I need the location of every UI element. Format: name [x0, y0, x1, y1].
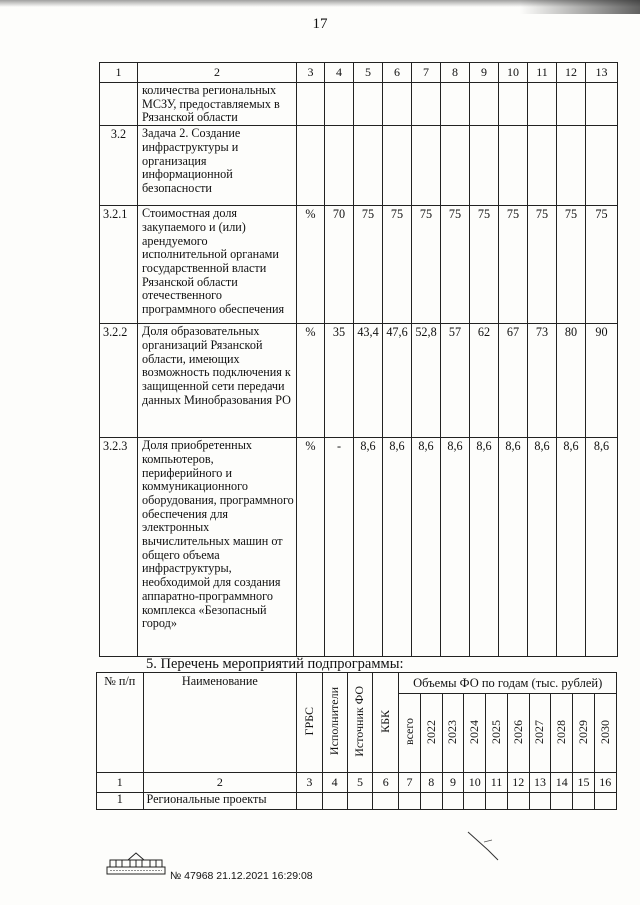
- value-cell: 73: [528, 324, 557, 438]
- col-num: 6: [383, 63, 412, 83]
- row-unit: [297, 83, 325, 126]
- col-num: 15: [573, 773, 594, 793]
- pen-mark-icon: [462, 826, 512, 866]
- value-cell: [441, 126, 470, 206]
- col-num: 12: [557, 63, 586, 83]
- value-cell: 75: [441, 206, 470, 324]
- value-cell: 57: [441, 324, 470, 438]
- value-cell: 75: [412, 206, 441, 324]
- col-num: 5: [347, 773, 372, 793]
- col-num: 13: [586, 63, 618, 83]
- row-unit: %: [297, 324, 325, 438]
- row-unit: [297, 126, 325, 206]
- col-num: 4: [325, 63, 354, 83]
- row-name: Задача 2. Создание инфраструктуры и организация информационной безопасности: [138, 126, 297, 206]
- col-num: 3: [297, 773, 322, 793]
- value-cell: [354, 126, 383, 206]
- value-cell: 8,6: [557, 438, 586, 657]
- col-num: 8: [420, 773, 442, 793]
- value-cell: 8,6: [354, 438, 383, 657]
- row-code: 3.2.3: [100, 438, 138, 657]
- header-kbk: КБК: [373, 673, 399, 773]
- col-num: 4: [322, 773, 347, 793]
- header-executors: Исполнители: [322, 673, 347, 773]
- col-num: 7: [412, 63, 441, 83]
- table-row: [97, 793, 617, 810]
- header-year: 2022: [420, 694, 442, 773]
- col-num: 9: [442, 773, 463, 793]
- header-fo-source: Источник ФО: [347, 673, 372, 773]
- value-cell: 8,6: [586, 438, 618, 657]
- value-cell: 75: [499, 206, 528, 324]
- col-num: 12: [507, 773, 529, 793]
- col-num: 8: [441, 63, 470, 83]
- row-name: Доля приобретенных компьютеров, периферийного и коммуникационного оборудования, программного обеспечения для электронных вычислительных машин от общего объема инфраструктуры, необходимой для создания аппаратно-программного комплекса «Безопасный город»: [138, 438, 297, 657]
- col-num: 7: [399, 773, 420, 793]
- government-building-stamp-icon: [106, 850, 166, 876]
- col-num: 11: [486, 773, 507, 793]
- value-cell: 75: [354, 206, 383, 324]
- value-cell: [383, 126, 412, 206]
- value-cell: 75: [470, 206, 499, 324]
- value-cell: 47,6: [383, 324, 412, 438]
- table-row: [100, 324, 618, 438]
- value-cell: [412, 126, 441, 206]
- value-cell: 8,6: [441, 438, 470, 657]
- value-cell: [586, 83, 618, 126]
- value-cell: [412, 83, 441, 126]
- table-row: [100, 438, 618, 657]
- header-year: 2023: [442, 694, 463, 773]
- value-cell: [499, 83, 528, 126]
- page-number: 17: [312, 16, 328, 32]
- col-num: 9: [470, 63, 499, 83]
- value-cell: 8,6: [528, 438, 557, 657]
- col-num: 2: [143, 773, 297, 793]
- value-cell: -: [325, 438, 354, 657]
- value-cell: [557, 83, 586, 126]
- header-num: № п/п: [97, 673, 144, 773]
- col-num: 1: [97, 773, 144, 793]
- col-num: 16: [594, 773, 616, 793]
- header-name: Наименование: [143, 673, 297, 773]
- row-num: 1: [97, 793, 144, 810]
- scan-corner-shadow: [520, 0, 640, 14]
- table-row: [100, 126, 618, 206]
- section-title: 5. Перечень мероприятий подпрограммы:: [146, 656, 404, 672]
- value-cell: 8,6: [412, 438, 441, 657]
- value-cell: [470, 126, 499, 206]
- value-cell: [528, 83, 557, 126]
- value-cell: 8,6: [499, 438, 528, 657]
- value-cell: 52,8: [412, 324, 441, 438]
- row-name: Доля образовательных организаций Рязанской области, имеющих возможность подключения к защищенной сети передачи данных Минобразования РО: [138, 324, 297, 438]
- table-row: [100, 206, 618, 324]
- row-unit: %: [297, 206, 325, 324]
- value-cell: [557, 126, 586, 206]
- header-volumes: Объемы ФО по годам (тыс. рублей): [399, 673, 617, 694]
- header-year: 2025: [486, 694, 507, 773]
- value-cell: [354, 83, 383, 126]
- value-cell: 62: [470, 324, 499, 438]
- value-cell: 90: [586, 324, 618, 438]
- row-unit: %: [297, 438, 325, 657]
- col-num: 11: [528, 63, 557, 83]
- value-cell: [528, 126, 557, 206]
- row-name: Региональные проекты: [143, 793, 297, 810]
- col-num: 13: [529, 773, 550, 793]
- header-year: 2028: [551, 694, 573, 773]
- value-cell: 75: [586, 206, 618, 324]
- col-num: 5: [354, 63, 383, 83]
- header-grbs: ГРБС: [297, 673, 322, 773]
- value-cell: [325, 83, 354, 126]
- value-cell: [470, 83, 499, 126]
- value-cell: 67: [499, 324, 528, 438]
- header-year: 2024: [464, 694, 486, 773]
- col-num: 3: [297, 63, 325, 83]
- header-year: 2030: [594, 694, 616, 773]
- row-name: Стоимостная доля закупаемого и (или) арендуемого исполнительной органами государственной власти Рязанской области отечественного программного обеспечения: [138, 206, 297, 324]
- value-cell: 75: [528, 206, 557, 324]
- header-row-top: [97, 673, 617, 694]
- column-number-row: [100, 63, 618, 83]
- header-year: 2027: [529, 694, 550, 773]
- value-cell: [586, 126, 618, 206]
- value-cell: [383, 83, 412, 126]
- value-cell: [441, 83, 470, 126]
- measures-table: [96, 672, 617, 810]
- row-name: количества региональных МСЗУ, предоставляемых в Рязанской области: [138, 83, 297, 126]
- col-num: 10: [464, 773, 486, 793]
- value-cell: [325, 126, 354, 206]
- col-num: 10: [499, 63, 528, 83]
- value-cell: 8,6: [383, 438, 412, 657]
- value-cell: 8,6: [470, 438, 499, 657]
- value-cell: 35: [325, 324, 354, 438]
- registration-number: № 47968 21.12.2021 16:29:08: [170, 870, 313, 882]
- indicators-table: [99, 62, 618, 657]
- col-num: 1: [100, 63, 138, 83]
- value-cell: 75: [383, 206, 412, 324]
- col-num: 2: [138, 63, 297, 83]
- value-cell: [499, 126, 528, 206]
- row-code: 3.2.1: [100, 206, 138, 324]
- header-year: 2029: [573, 694, 594, 773]
- col-num: 6: [373, 773, 399, 793]
- row-code: 3.2.2: [100, 324, 138, 438]
- header-total: всего: [399, 694, 420, 773]
- row-code: 3.2: [100, 126, 138, 206]
- value-cell: 75: [557, 206, 586, 324]
- row-code: [100, 83, 138, 126]
- value-cell: 43,4: [354, 324, 383, 438]
- value-cell: 80: [557, 324, 586, 438]
- header-year: 2026: [507, 694, 529, 773]
- column-number-row: [97, 773, 617, 793]
- col-num: 14: [551, 773, 573, 793]
- value-cell: 70: [325, 206, 354, 324]
- table-row: [100, 83, 618, 126]
